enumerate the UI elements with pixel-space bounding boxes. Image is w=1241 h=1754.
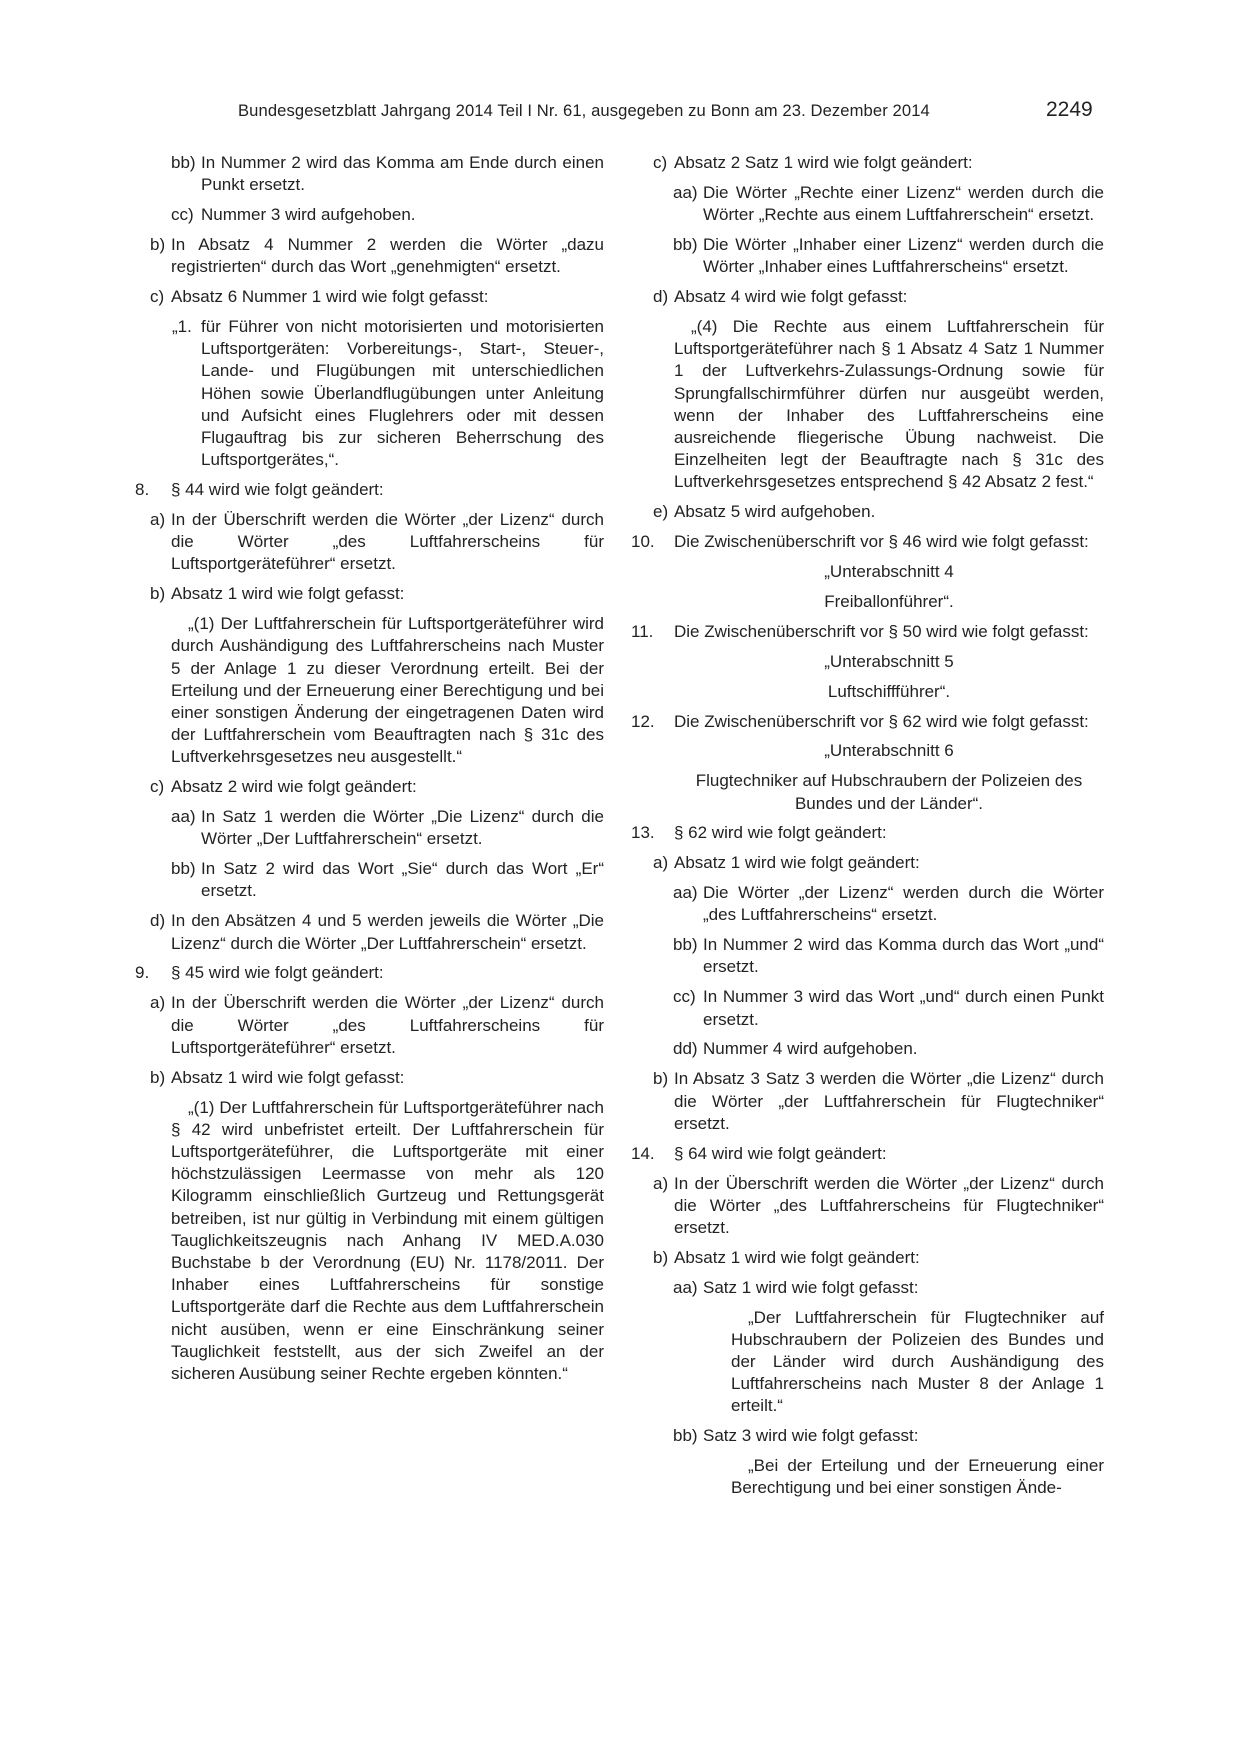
amendment-item: [137, 776, 604, 798]
item-marker: bb): [673, 935, 698, 955]
amendment-item: [636, 651, 1104, 673]
item-marker: 14.: [631, 1143, 655, 1163]
gazette-header: Bundesgesetzblatt Jahrgang 2014 Teil I Nr. 61, ausgegeben zu Bonn am 23. Dezember 2014: [238, 101, 930, 120]
amendment-item: [137, 152, 604, 196]
item-text: „Der Luftfahrerschein für Flugtechniker auf Hubschraubern der Polizeien des Bundes und der Länder wird durch Aushändigung des Luftfahrerscheins nach Muster 8 der Anlage 1 erteilt.“: [731, 1307, 1104, 1416]
item-text: § 45 wird wie folgt geändert:: [171, 963, 384, 983]
item-text: Absatz 2 Satz 1 wird wie folgt geändert:: [674, 153, 973, 172]
amendment-item: [636, 1277, 1104, 1299]
item-text: Satz 3 wird wie folgt gefasst:: [703, 1426, 919, 1446]
amendment-item: [636, 1247, 1104, 1269]
item-marker: „1.: [172, 316, 192, 336]
item-text: Die Zwischenüberschrift vor § 50 wird wie folgt gefasst:: [674, 621, 1089, 641]
item-text: Absatz 2 wird wie folgt geändert:: [171, 777, 417, 797]
item-marker: b): [150, 234, 166, 254]
item-text: Nummer 4 wird aufgehoben.: [703, 1039, 918, 1059]
amendment-item: [137, 316, 604, 471]
amendment-item: [636, 1068, 1104, 1135]
item-text: In Nummer 3 wird das Wort „und“ durch einen Punkt ersetzt.: [703, 987, 1104, 1029]
item-marker: bb): [673, 234, 698, 254]
amendment-item: [631, 711, 1104, 733]
amendment-item: [137, 479, 604, 501]
item-marker: a): [653, 853, 669, 873]
item-text: In der Überschrift werden die Wörter „der Lizenz“ durch die Wörter „des Luftfahrerscheins für Luftsportgeräteführer“ ersetzt.: [171, 993, 604, 1057]
item-text: § 44 wird wie folgt geändert:: [171, 480, 384, 500]
item-text: In Satz 2 wird das Wort „Sie“ durch das Wort „Er“ ersetzt.: [201, 859, 604, 901]
amendment-item: [137, 910, 604, 954]
item-marker: d): [150, 911, 166, 931]
amendment-item: [636, 681, 1104, 703]
amendment-item: [636, 1307, 1104, 1418]
item-text: Die Wörter „Inhaber einer Lizenz“ werden durch die Wörter „Inhaber eines Luftfahrerscheins“ ersetzt.: [703, 234, 1104, 277]
item-text: „(4) Die Rechte aus einem Luftfahrerschein für Luftsportgeräteführer nach § 1 Absatz 4 Satz 1 Nummer 1 der Luftverkehrs-Zulassungs-Ordnung sowie für Sprungfallschirmführer dürfen nur ausgeübt werden, wenn der Inhaber des Luftfahrerscheins eine ausreichende fliegerische Übung nachweist. Die Einzelheiten legt der Beauftragte nach § 31c des Luftverkehrsgesetzes entsprechend § 42 Absatz 2 fest.“: [674, 316, 1104, 492]
item-text: Die Wörter „Rechte einer Lizenz“ werden durch die Wörter „Rechte aus einem Luftfahrerschein“ ersetzt.: [703, 182, 1104, 225]
item-text: Absatz 5 wird aufgehoben.: [674, 502, 876, 522]
right-column: [631, 152, 1104, 1507]
item-text: In der Überschrift werden die Wörter „der Lizenz“ durch die Wörter „des Luftfahrerscheins für Luftsportgeräteführer“ ersetzt.: [171, 509, 604, 574]
item-marker: b): [150, 1067, 166, 1087]
amendment-item: [137, 962, 604, 984]
item-text: Luftschiffführer“.: [827, 681, 951, 701]
item-text: für Führer von nicht motorisierten und motorisierten Luftsportgeräten: Vorbereitungs-, Start-, Steuer-, Lande- und Flugübungen mit unterschiedlichen Höhen sowie Überlandflugübungen unter Anleitung und Aufsicht eines Fluglehrers oder mit dessen Flugauftrag bis zur sicheren Beherrschung des Luftsportgerätes,“.: [201, 316, 604, 470]
amendment-item: [137, 1097, 604, 1386]
amendment-item: [636, 152, 1104, 174]
item-text: Absatz 6 Nummer 1 wird wie folgt gefasst:: [171, 287, 489, 307]
item-text: In der Überschrift werden die Wörter „der Lizenz“ durch die Wörter „des Luftfahrerscheins für Flugtechniker“ ersetzt.: [674, 1173, 1104, 1237]
amendment-item: [636, 934, 1104, 978]
amendment-item: [636, 740, 1104, 762]
item-marker: c): [150, 777, 165, 797]
item-text: Flugtechniker auf Hubschraubern der Polizeien des Bundes und der Länder“.: [695, 771, 1083, 813]
item-text: Absatz 4 wird wie folgt gefasst:: [674, 287, 908, 307]
item-text: Die Wörter „der Lizenz“ werden durch die Wörter „des Luftfahrerscheins“ ersetzt.: [703, 883, 1104, 925]
item-text: „(1) Der Luftfahrerschein für Luftsportgeräteführer wird durch Aushändigung des Luftfahrerscheins nach Muster 5 der Anlage 1 zu dieser Verordnung erteilt. Bei der Erteilung und der Erneuerung einer Berechtigung und bei einer sonstigen Änderung der eingetragenen Daten wird der Luftfahrerschein vom Beauftragten nach § 31c des Luftverkehrsgesetzes neu ausgestellt.“: [171, 614, 604, 767]
item-marker: bb): [171, 153, 196, 172]
amendment-item: [636, 1173, 1104, 1240]
item-marker: 12.: [631, 711, 655, 731]
item-marker: b): [653, 1069, 669, 1089]
item-marker: aa): [673, 883, 698, 903]
amendment-item: [137, 613, 604, 768]
amendment-item: [137, 509, 604, 576]
item-text: „Bei der Erteilung und der Erneuerung einer Berechtigung und bei einer sonstigen Ände-: [731, 1456, 1104, 1498]
item-marker: d): [653, 287, 669, 307]
item-text: In Nummer 2 wird das Komma durch das Wort „und“ ersetzt.: [703, 935, 1104, 977]
amendment-item: [636, 882, 1104, 926]
amendment-item: [636, 501, 1104, 523]
item-marker: c): [653, 153, 668, 172]
item-text: In Satz 1 werden die Wörter „Die Lizenz“ durch die Wörter „Der Luftfahrerschein“ ersetzt.: [201, 807, 604, 849]
item-marker: b): [653, 1247, 669, 1267]
amendment-item: [631, 1143, 1104, 1165]
item-marker: a): [150, 509, 166, 529]
item-marker: aa): [673, 182, 698, 202]
item-marker: 13.: [631, 823, 655, 843]
amendment-item: [636, 286, 1104, 308]
item-text: „Unterabschnitt 4: [824, 562, 954, 582]
amendment-item: [636, 1425, 1104, 1447]
amendment-item: [631, 531, 1104, 553]
item-marker: 8.: [135, 480, 150, 500]
amendment-item: [636, 234, 1104, 278]
left-column: [137, 152, 604, 1393]
amendment-item: [636, 1455, 1104, 1499]
item-text: In Absatz 4 Nummer 2 werden die Wörter „dazu registrierten“ durch das Wort „genehmigten“ ersetzt.: [171, 234, 604, 277]
item-marker: 9.: [135, 963, 150, 983]
amendment-item: [636, 591, 1104, 613]
amendment-item: [137, 583, 604, 605]
amendment-item: [137, 204, 604, 226]
item-text: Absatz 1 wird wie folgt gefasst:: [171, 584, 405, 604]
item-marker: bb): [171, 859, 196, 879]
item-text: In Absatz 3 Satz 3 werden die Wörter „die Lizenz“ durch die Wörter „der Luftfahrerschein für Flugtechniker“ ersetzt.: [674, 1069, 1104, 1133]
item-text: In Nummer 2 wird das Komma am Ende durch einen Punkt ersetzt.: [201, 153, 604, 195]
item-marker: aa): [673, 1277, 698, 1297]
amendment-item: [636, 316, 1104, 494]
item-marker: cc): [673, 987, 696, 1007]
amendment-item: [636, 182, 1104, 226]
item-marker: 10.: [631, 532, 655, 552]
page-number: 2249: [1046, 98, 1093, 121]
amendment-item: [137, 858, 604, 902]
item-text: Freiballonführer“.: [824, 591, 954, 611]
amendment-item: [137, 992, 604, 1059]
item-text: Die Zwischenüberschrift vor § 62 wird wie folgt gefasst:: [674, 711, 1089, 731]
amendment-item: [636, 852, 1104, 874]
amendment-item: [636, 1038, 1104, 1060]
item-text: Absatz 1 wird wie folgt gefasst:: [171, 1067, 405, 1087]
item-text: Nummer 3 wird aufgehoben.: [201, 205, 416, 225]
item-text: Die Zwischenüberschrift vor § 46 wird wie folgt gefasst:: [674, 532, 1089, 552]
item-marker: cc): [171, 205, 194, 225]
item-marker: aa): [171, 807, 196, 827]
amendment-item: [631, 621, 1104, 643]
item-text: § 64 wird wie folgt geändert:: [674, 1143, 887, 1163]
amendment-item: [636, 986, 1104, 1030]
item-marker: c): [150, 287, 165, 307]
item-text: In den Absätzen 4 und 5 werden jeweils die Wörter „Die Lizenz“ durch die Wörter „Der Luftfahrerschein“ ersetzt.: [171, 911, 604, 953]
item-text: Absatz 1 wird wie folgt geändert:: [674, 853, 920, 873]
item-marker: a): [150, 993, 166, 1013]
item-text: „Unterabschnitt 5: [824, 651, 954, 671]
item-text: § 62 wird wie folgt geändert:: [674, 823, 887, 843]
item-text: „(1) Der Luftfahrerschein für Luftsportgeräteführer nach § 42 wird unbefristet erteilt. Der Luftfahrerschein für Luftsportgeräteführer, die Luftsportgeräte mit einer höchstzulässigen Leermasse von mehr als 120 Kilogramm einschließlich Gurtzeug und Rettungsgerät betreiben, ist nur gültig in Verbindung mit einem gültigen Tauglichkeitszeugnis nach Anhang IV MED.A.030 Buchstabe b der Verordnung (EU) Nr. 1178/2011. Der Inhaber eines Luftfahrerscheins für sonstige Luftsportgeräte darf die Rechte aus dem Luftfahrerschein nicht ausüben, wenn er eine Einschränkung seiner Tauglichkeit feststellt, aus der sich Zweifel an der sicheren Ausübung seiner Rechte ergeben könnten.“: [171, 1097, 604, 1383]
amendment-item: [137, 286, 604, 308]
amendment-item: [636, 770, 1104, 814]
item-marker: a): [653, 1173, 669, 1193]
item-text: Satz 1 wird wie folgt gefasst:: [703, 1277, 919, 1297]
amendment-item: [137, 1067, 604, 1089]
item-marker: e): [653, 502, 669, 522]
item-marker: b): [150, 584, 166, 604]
amendment-item: [636, 561, 1104, 583]
item-text: Absatz 1 wird wie folgt geändert:: [674, 1247, 920, 1267]
item-text: „Unterabschnitt 6: [824, 741, 954, 761]
amendment-item: [137, 806, 604, 850]
amendment-item: [137, 234, 604, 278]
item-marker: 11.: [631, 621, 654, 641]
amendment-item: [631, 822, 1104, 844]
item-marker: bb): [673, 1426, 698, 1446]
item-marker: dd): [673, 1039, 698, 1059]
